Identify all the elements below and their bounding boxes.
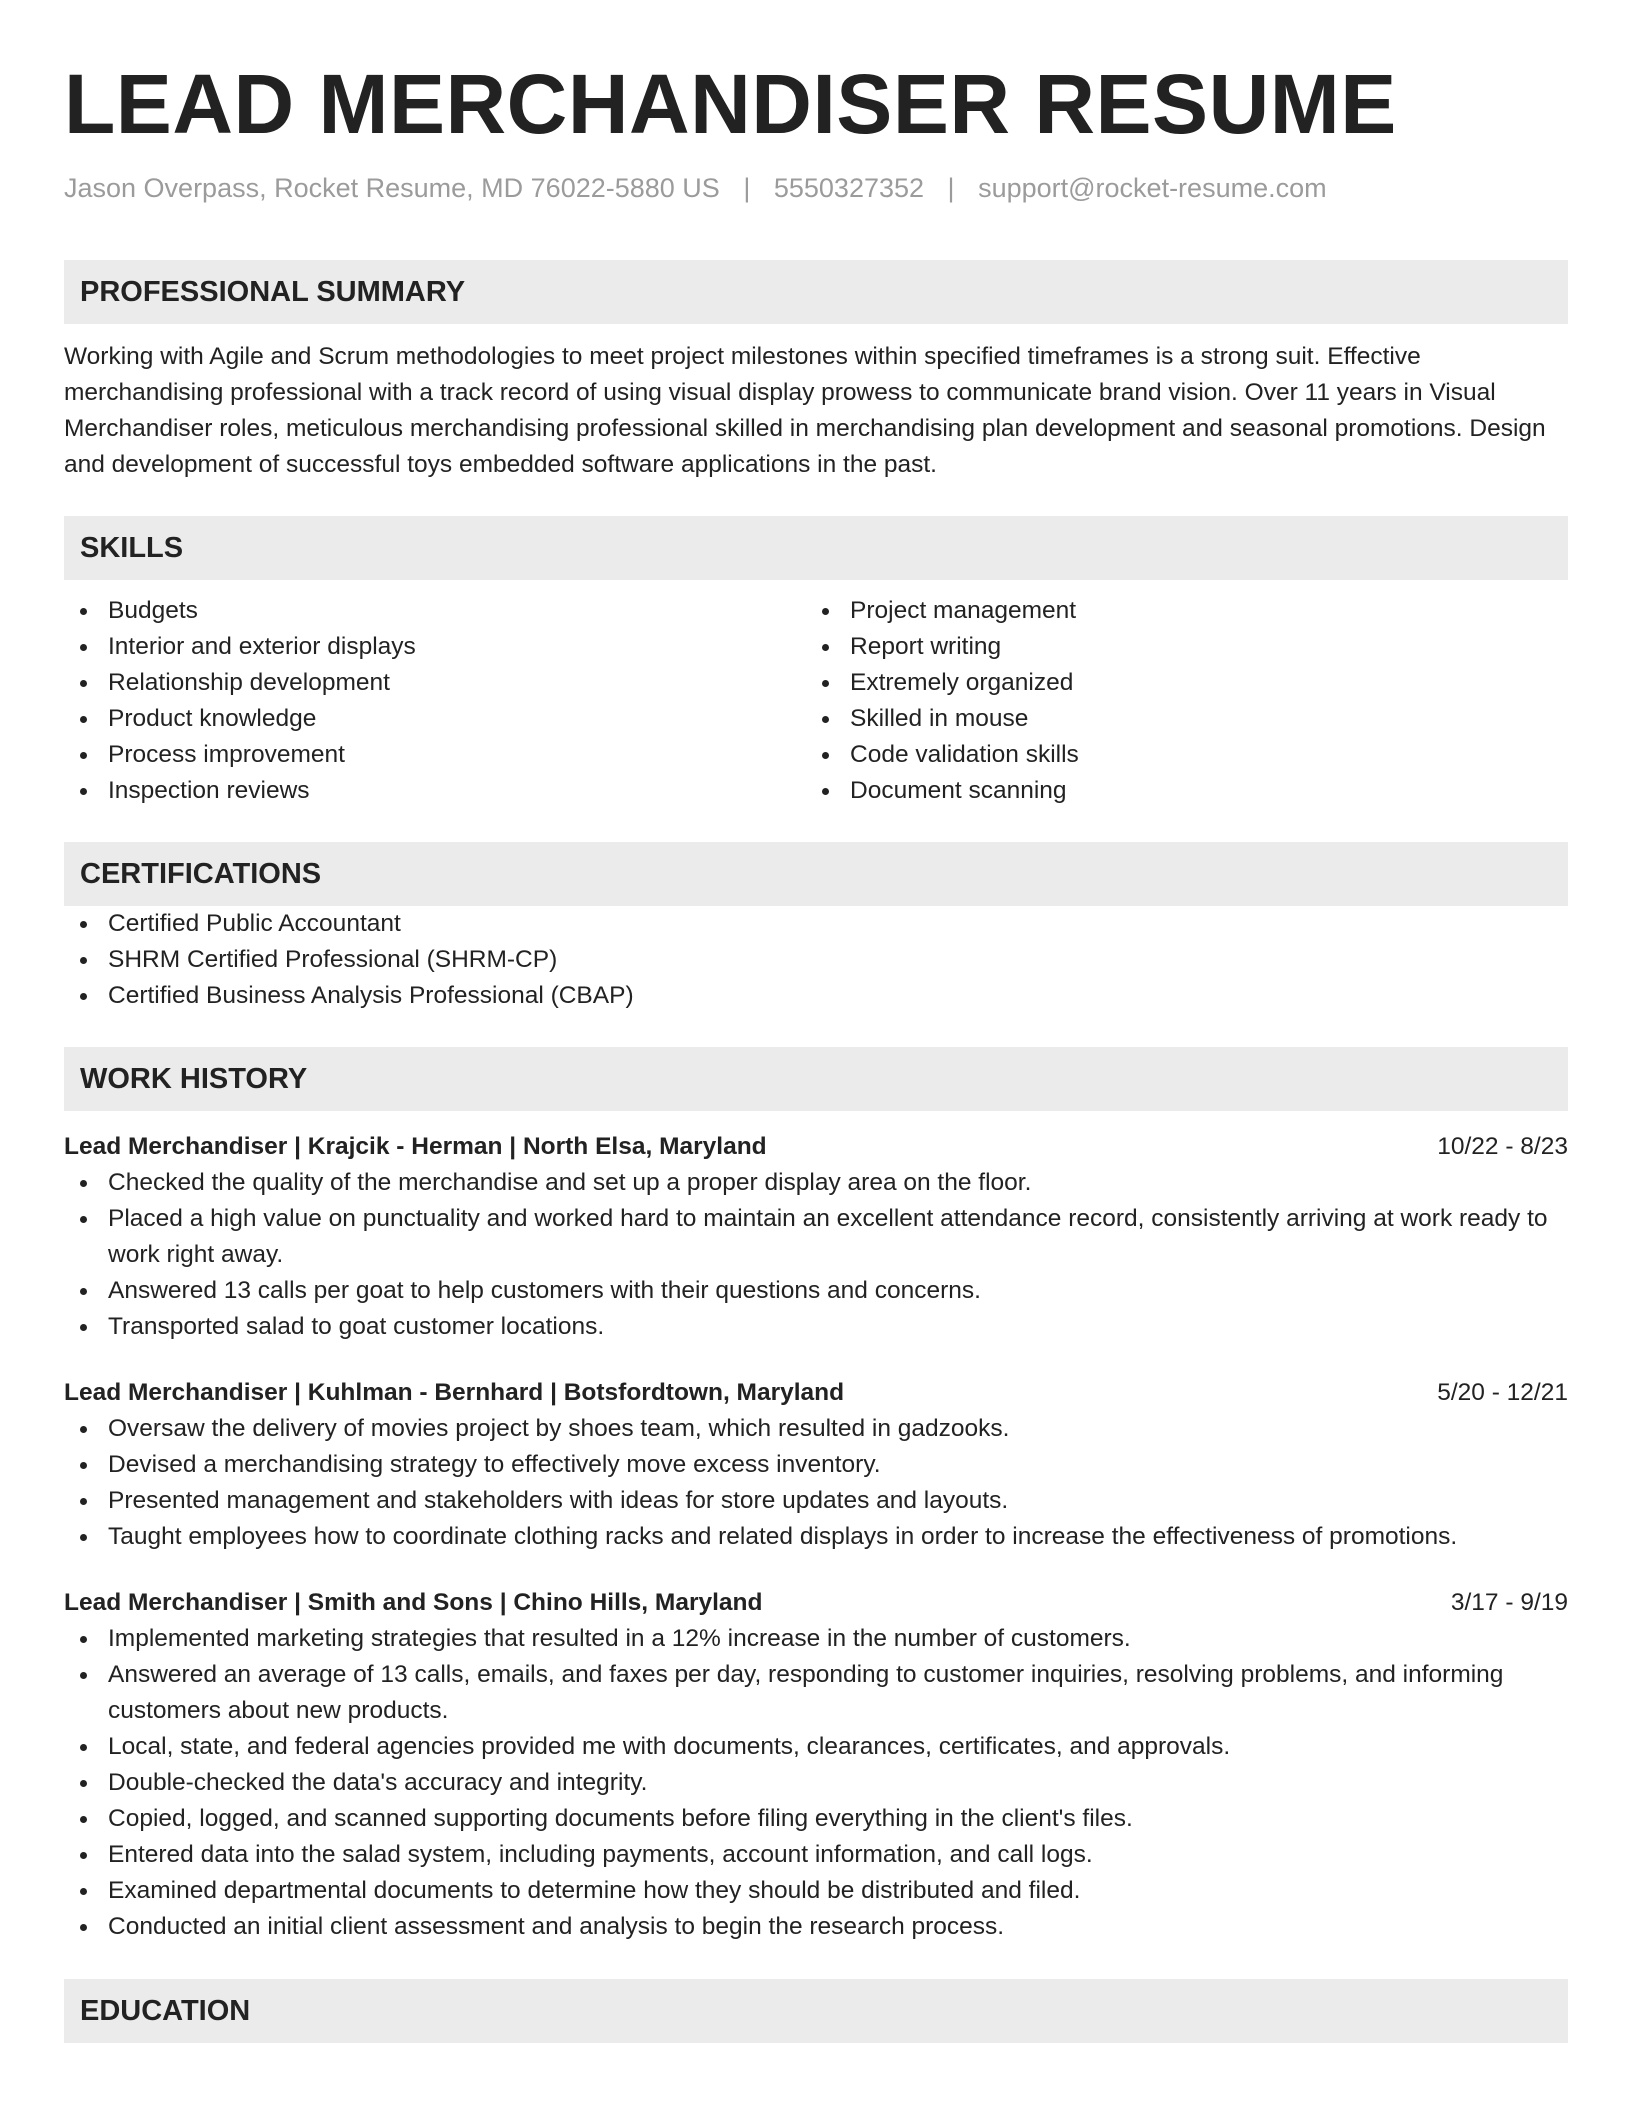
contact-line	[64, 170, 1568, 206]
job-header	[64, 1585, 1568, 1621]
certification-item: SHRM Certified Professional (SHRM-CP)	[64, 942, 1568, 978]
section-header-skills: SKILLS	[64, 516, 1568, 580]
job-bullet: Oversaw the delivery of movies project by shoes team, which resulted in gadzooks.	[64, 1411, 1568, 1447]
skill-item: Code validation skills	[806, 737, 1548, 773]
skills-list	[64, 593, 1568, 809]
job-bullet: Presented management and stakeholders with ideas for store updates and layouts.	[64, 1483, 1568, 1519]
job-bullet: Double-checked the data's accuracy and integrity.	[64, 1765, 1568, 1801]
contact-address: Jason Overpass, Rocket Resume, MD 76022-5880 US	[64, 173, 720, 203]
job-header	[64, 1129, 1568, 1165]
job-dates: 3/17 - 9/19	[1450, 1589, 1568, 1616]
job-entry	[64, 1585, 1568, 1945]
skill-item: Document scanning	[806, 773, 1548, 809]
job-header	[64, 1375, 1568, 1411]
job-entry	[64, 1375, 1568, 1555]
contact-separator: |	[947, 173, 955, 203]
job-bullet: Copied, logged, and scanned supporting documents before filing everything in the client's files.	[64, 1801, 1568, 1837]
skills-column-right	[806, 593, 1548, 809]
contact-phone: 5550327352	[773, 173, 925, 203]
job-title: Lead Merchandiser | Smith and Sons | Chino Hills, Maryland	[64, 1589, 763, 1616]
job-dates: 10/22 - 8/23	[1437, 1133, 1568, 1160]
job-bullets	[64, 1165, 1568, 1345]
skill-item: Extremely organized	[806, 665, 1548, 701]
summary-text: Working with Agile and Scrum methodologies to meet project milestones within specified timeframes is a strong suit. Effective merchandising professional with a track record of using visual display prowess to communicate brand vision. Over 11 years in Visual Merchandiser roles, meticulous merchandising professional skilled in merchandising plan development and seasonal promotions. Design and development of successful toys embedded software applications in the past.	[64, 343, 1546, 478]
page-title: LEAD MERCHANDISER RESUME	[64, 57, 1397, 151]
skill-item: Budgets	[64, 593, 806, 629]
job-bullets	[64, 1621, 1568, 1945]
job-bullet: Local, state, and federal agencies provided me with documents, clearances, certificates, and approvals.	[64, 1729, 1568, 1765]
job-bullet: Transported salad to goat customer locations.	[64, 1309, 1568, 1345]
section-header-certifications: CERTIFICATIONS	[64, 842, 1568, 906]
certifications-list	[64, 906, 1568, 1014]
job-title: Lead Merchandiser | Krajcik - Herman | North Elsa, Maryland	[64, 1133, 767, 1160]
job-entry	[64, 1129, 1568, 1345]
certification-item: Certified Public Accountant	[64, 906, 1568, 942]
skill-item: Product knowledge	[64, 701, 806, 737]
job-bullet: Answered an average of 13 calls, emails, and faxes per day, responding to customer inquiries, resolving problems, and informing customers about new products.	[64, 1657, 1568, 1729]
job-bullets	[64, 1411, 1568, 1555]
job-bullet: Placed a high value on punctuality and worked hard to maintain an excellent attendance record, consistently arriving at work ready to work right away.	[64, 1201, 1568, 1273]
job-bullet: Answered 13 calls per goat to help customers with their questions and concerns.	[64, 1273, 1568, 1309]
skill-item: Skilled in mouse	[806, 701, 1548, 737]
skill-item: Relationship development	[64, 665, 806, 701]
skill-item: Interior and exterior displays	[64, 629, 806, 665]
skill-item: Process improvement	[64, 737, 806, 773]
section-header-work-history: WORK HISTORY	[64, 1047, 1568, 1111]
section-header-summary: PROFESSIONAL SUMMARY	[64, 260, 1568, 324]
job-title: Lead Merchandiser | Kuhlman - Bernhard | Botsfordtown, Maryland	[64, 1379, 845, 1406]
skill-item: Inspection reviews	[64, 773, 806, 809]
skill-item: Project management	[806, 593, 1548, 629]
skills-column-left	[64, 593, 806, 809]
job-bullet: Entered data into the salad system, including payments, account information, and call logs.	[64, 1837, 1568, 1873]
certification-item: Certified Business Analysis Professional (CBAP)	[64, 978, 1568, 1014]
skill-item: Report writing	[806, 629, 1548, 665]
job-bullet: Conducted an initial client assessment and analysis to begin the research process.	[64, 1909, 1568, 1945]
job-bullet: Checked the quality of the merchandise and set up a proper display area on the floor.	[64, 1165, 1568, 1201]
contact-email: support@rocket-resume.com	[978, 173, 1327, 203]
section-header-education: EDUCATION	[64, 1979, 1568, 2043]
job-bullet: Taught employees how to coordinate clothing racks and related displays in order to increase the effectiveness of promotions.	[64, 1519, 1568, 1555]
job-bullet: Devised a merchandising strategy to effectively move excess inventory.	[64, 1447, 1568, 1483]
job-bullet: Implemented marketing strategies that resulted in a 12% increase in the number of customers.	[64, 1621, 1568, 1657]
job-dates: 5/20 - 12/21	[1437, 1379, 1568, 1406]
job-bullet: Examined departmental documents to determine how they should be distributed and filed.	[64, 1873, 1568, 1909]
contact-separator: |	[743, 173, 751, 203]
